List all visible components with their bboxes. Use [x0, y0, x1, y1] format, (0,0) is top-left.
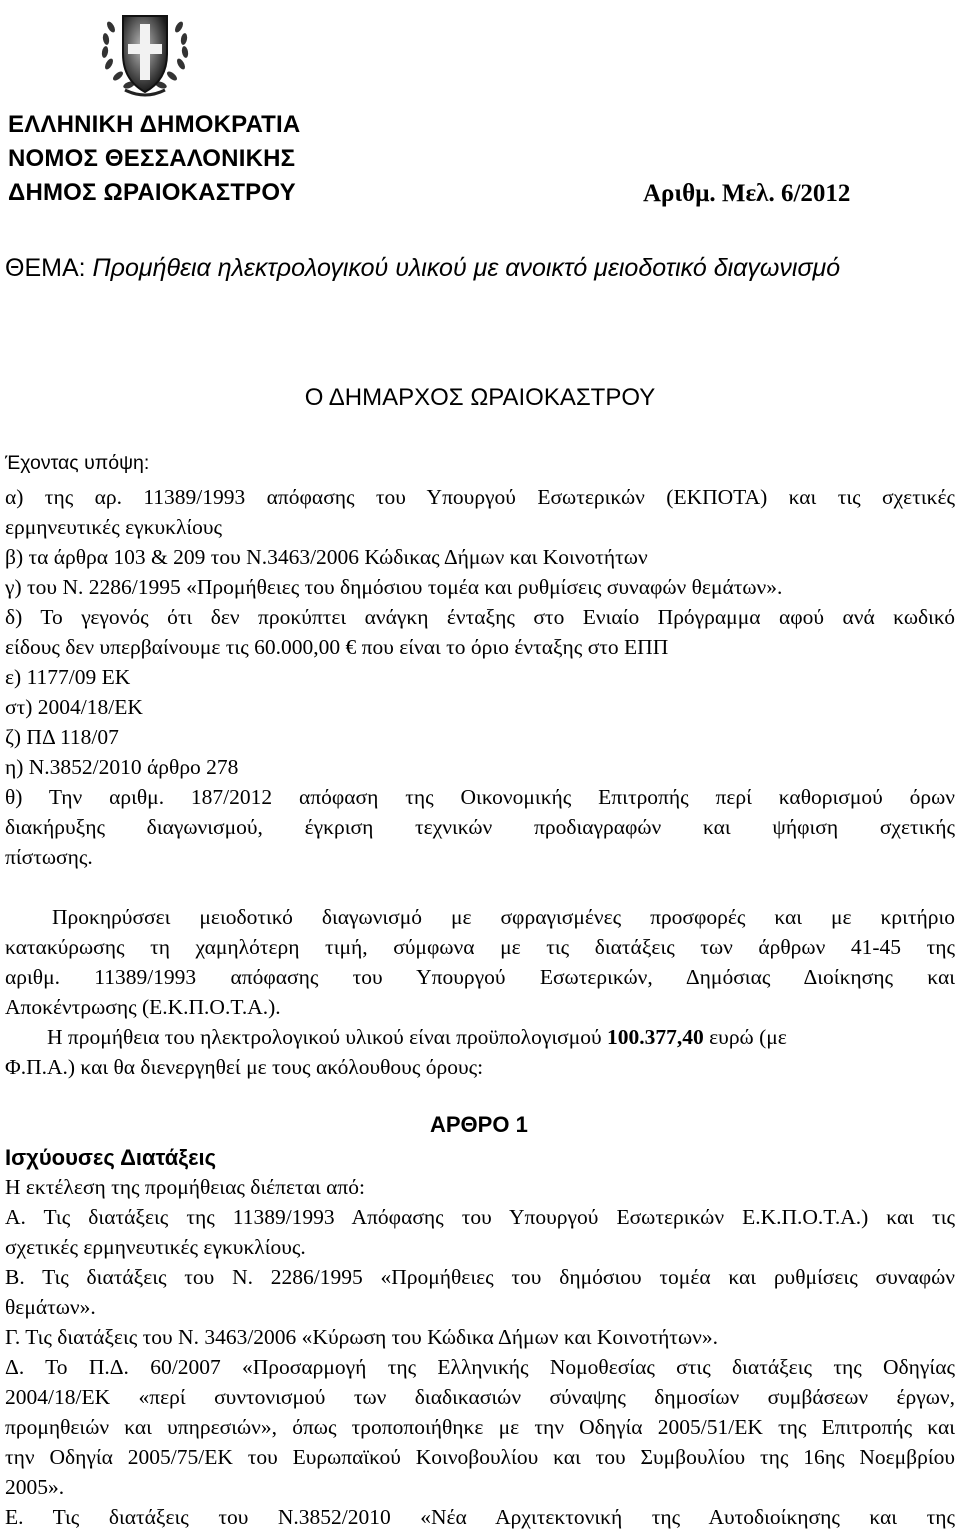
proclaims-line: κατακύρωσης τη χαμηλότερη τιμή, σύμφωνα με τις διατάξεις των άρθρων 41-45 της [5, 935, 955, 959]
considering-line: α) της αρ. 11389/1993 απόφασης του Υπουργού Εσωτερικών (ΕΚΠΟΤΑ) και τις σχετικές [5, 485, 955, 509]
considering-line: στ) 2004/18/ΕΚ [5, 695, 143, 719]
considering-line: η) Ν.3852/2010 άρθρο 278 [5, 755, 239, 779]
article-line: Α. Τις διατάξεις της 11389/1993 Απόφασης του Υπουργού Εσωτερικών Ε.Κ.Π.Ο.Τ.Α.) και τις [5, 1205, 955, 1229]
greek-state-emblem-icon [95, 2, 195, 102]
article-line: Γ. Τις διατάξεις του Ν. 3463/2006 «Κύρωση του Κώδικα Δήμων και Κοινοτήτων». [5, 1325, 718, 1349]
article-subtitle: Ισχύουσες Διατάξεις [5, 1145, 217, 1170]
considering-line: είδους δεν υπερβαίνουμε τις 60.000,00 € που είναι το όριο ένταξης στο ΕΠΠ [5, 635, 669, 659]
header-line-municipality: ΔΗΜΟΣ ΩΡΑΙΟΚΑΣΤΡΟΥ [8, 179, 296, 206]
mayor-heading: Ο ΔΗΜΑΡΧΟΣ ΩΡΑΙΟΚΑΣΤΡΟΥ [304, 384, 656, 411]
article-line: Ε. Τις διατάξεις του Ν.3852/2010 «Νέα Αρχιτεκτονική της Αυτοδιοίκησης και της [5, 1505, 955, 1529]
budget-amount: 100.377,40 [607, 1025, 704, 1049]
article-line: την Οδηγία 2005/75/ΕΚ του Ευρωπαϊκού Κοινοβουλίου και του Συμβουλίου της 16ης Νοεμβρίου [5, 1445, 955, 1469]
reference-number: Αριθμ. Μελ. 6/2012 [643, 180, 851, 207]
budget-text-post: ευρώ (με [703, 1025, 787, 1049]
subject-title: Προμήθεια ηλεκτρολογικού υλικού με ανοικτό μειοδοτικό διαγωνισμό [92, 254, 841, 282]
subject-lead: ΘΕΜΑ: [5, 254, 86, 282]
header-line-republic: ΕΛΛΗΝΙΚΗ ΔΗΜΟΚΡΑΤΙΑ [8, 111, 301, 138]
article-line: σχετικές ερμηνευτικές εγκυκλίους. [5, 1235, 306, 1259]
considering-line: πίστωσης. [5, 845, 93, 869]
article-line: Δ. Το Π.Δ. 60/2007 «Προσαρμογή της Ελληνικής Νομοθεσίας στις διατάξεις της Οδηγίας [5, 1355, 955, 1379]
article-line: Β. Τις διατάξεις του Ν. 2286/1995 «Προμήθειες του δημόσιου τομέα και ρυθμίσεις συναφών [5, 1265, 955, 1289]
article-title: ΑΡΘΡΟ 1 [430, 1112, 528, 1137]
budget-line-2: Φ.Π.Α.) και θα διενεργηθεί με τους ακόλουθους όρους: [5, 1055, 484, 1079]
proclaims-line: Προκηρύσσει μειοδοτικό διαγωνισμό με σφραγισμένες προσφορές και με κριτήριο [52, 905, 955, 929]
proclaims-line: Αποκέντρωσης (Ε.Κ.Π.Ο.Τ.Α.). [5, 995, 281, 1019]
proclaims-line: αριθμ. 11389/1993 απόφασης του Υπουργού Εσωτερικών, Δημόσιας Διοίκησης και [5, 965, 955, 989]
considering-line: διακήρυξης διαγωνισμού, έγκριση τεχνικών προδιαγραφών και ψήφιση σχετικής [5, 815, 955, 839]
considering-line: ζ) ΠΔ 118/07 [5, 725, 119, 749]
considering-line: ε) 1177/09 ΕΚ [5, 665, 131, 689]
considering-line: γ) του Ν. 2286/1995 «Προμήθειες του δημόσιου τομέα και ρυθμίσεις συναφών θεμάτων». [5, 575, 783, 599]
considering-heading: Έχοντας υπόψη: [5, 452, 150, 474]
article-line: προμηθειών και υπηρεσιών», όπως τροποποιήθηκε με την Οδηγία 2005/51/ΕΚ της Επιτροπής και [5, 1415, 955, 1439]
considering-line: δ) Το γεγονός ότι δεν προκύπτει ανάγκη ένταξης στο Ενιαίο Πρόγραμμα αφού ανά κωδικό [5, 605, 955, 629]
budget-line [47, 1022, 787, 1052]
budget-text-pre: Η προμήθεια του ηλεκτρολογικού υλικού είναι προϋπολογισμού [47, 1025, 608, 1049]
article-line: θεμάτων». [5, 1295, 96, 1319]
article-line: 2005». [5, 1475, 65, 1499]
considering-line: β) τα άρθρα 103 & 209 του Ν.3463/2006 Κώδικας Δήμων και Κοινοτήτων [5, 545, 648, 569]
subject [5, 250, 885, 286]
considering-line: θ) Την αριθμ. 187/2012 απόφαση της Οικονομικής Επιτροπής περί καθορισμού όρων [5, 785, 955, 809]
article-intro: Η εκτέλεση της προμήθειας διέπεται από: [5, 1175, 365, 1199]
article-line: 2004/18/ΕΚ «περί συντονισμού των διαδικασιών σύναψης δημοσίων συμβάσεων έργων, [5, 1385, 955, 1409]
header-line-prefecture: ΝΟΜΟΣ ΘΕΣΣΑΛΟΝΙΚΗΣ [8, 145, 296, 172]
considering-line: ερμηνευτικές εγκυκλίους [5, 515, 223, 539]
